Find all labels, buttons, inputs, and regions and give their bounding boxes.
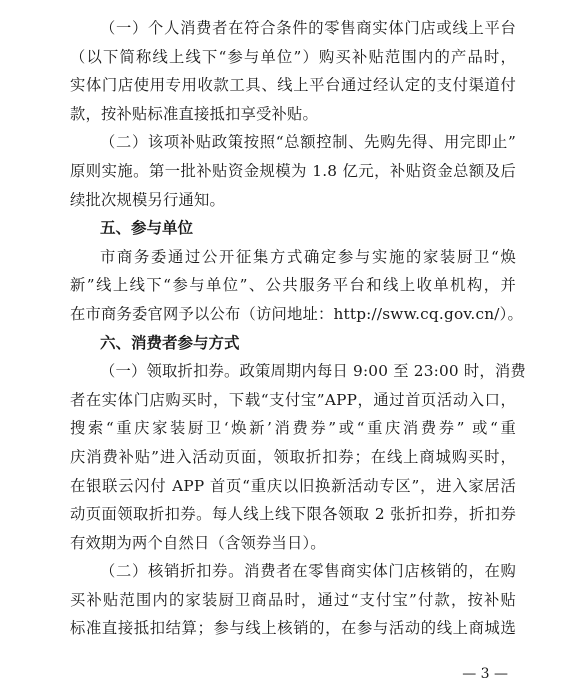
text-line: （以下简称线上线下“参与单位”）购买补贴范围内的产品时， bbox=[70, 47, 516, 66]
text-line: 市商务委通过公开征集方式确定参与实施的家装厨卫“焕 bbox=[100, 247, 516, 266]
text-line: 有效期为两个自然日（含领券当日）。 bbox=[70, 533, 326, 552]
text-line: 实体门店使用专用收款工具、线上平台通过经认定的支付渠道付 bbox=[70, 76, 516, 95]
section-heading: 六、消费者参与方式 bbox=[100, 333, 240, 352]
text-line: 标准直接抵扣结算；参与线上核销的，在参与活动的线上商城选 bbox=[70, 619, 516, 638]
text-line: （一）个人消费者在符合条件的零售商实体门店或线上平台 bbox=[100, 19, 516, 37]
text-line: 原则实施。第一批补贴资金规模为 1.8 亿元，补贴资金总额及后 bbox=[70, 161, 516, 180]
text-line: 在市商务委官网予以公布（访问地址：http://sww.cq.gov.cn/）。 bbox=[70, 304, 523, 323]
document-body bbox=[70, 14, 526, 643]
text-line: 在银联云闪付 APP 首页“重庆以旧换新活动专区”，进入家居活 bbox=[70, 476, 516, 495]
text-line: 动页面领取折扣券。每人线上线下限各领取 2 张折扣券，折扣券 bbox=[70, 505, 516, 524]
text-line: 款，按补贴标准直接抵扣享受补贴。 bbox=[70, 104, 318, 123]
text-line: （一）领取折扣券。政策周期内每日 9:00 至 23:00 时，消费 bbox=[100, 362, 526, 381]
page-number: — 3 — bbox=[462, 666, 508, 682]
text-line: 者在实体门店购买时，下载“支付宝”APP，通过首页活动入口， bbox=[70, 390, 516, 409]
text-line: （二）核销折扣券。消费者在零售商实体门店核销的，在购 bbox=[100, 562, 516, 581]
text-line: 搜索“重庆家装厨卫‘焕新’消费券”或“重庆消费券” 或“重 bbox=[70, 419, 516, 438]
text-line: 买补贴范围内的家装厨卫商品时，通过“支付宝”付款，按补贴 bbox=[70, 590, 516, 609]
text-line: （二）该项补贴政策按照“总额控制、先购先得、用完即止” bbox=[100, 133, 516, 152]
text-line: 庆消费补贴”进入活动页面，领取折扣券；在线上商城购买时， bbox=[70, 447, 516, 466]
section-heading: 五、参与单位 bbox=[100, 219, 194, 238]
text-line: 新”线上线下“参与单位”、公共服务平台和线上收单机构，并 bbox=[70, 276, 516, 295]
text-line: 续批次规模另行通知。 bbox=[70, 190, 225, 209]
